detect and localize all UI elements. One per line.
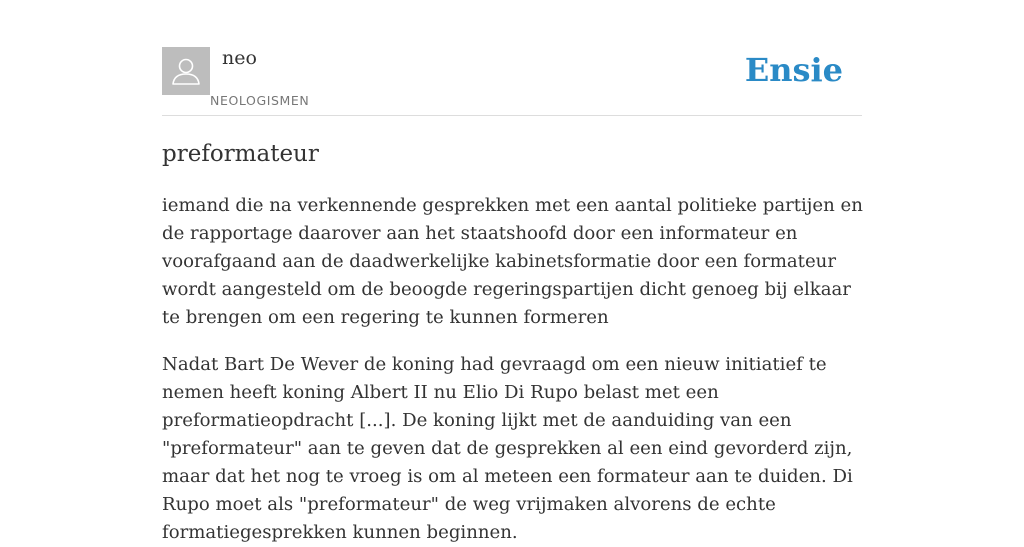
user-icon [162,47,210,95]
page-container [162,0,863,543]
entry-definition: iemand die na verkennende gesprekken met een aantal politieke partijen en de rapportage daarover aan het staatshoofd door een informateur en voorafgaand aan de daadwerkelijke kabinetsformatie door een formateur wordt aangesteld om de beoogde regeringspartijen dicht genoeg bij elkaar te brengen om een regering te kunnen formeren [162,195,863,328]
avatar[interactable] [162,47,210,95]
category-label[interactable]: NEOLOGISMEN [210,93,310,108]
entry-header [162,0,862,116]
brand-logo[interactable]: Ensie [744,51,843,89]
entry-title: preformateur [162,141,319,167]
entry-example: Nadat Bart De Wever de koning had gevraagd om een nieuw initiatief te nemen heeft koning Albert II nu Elio Di Rupo belast met een preformatieopdracht [...]. De koning lijkt met de aanduiding van een "preformateur" aan te geven dat de gesprekken al een eind gevorderd zijn, maar dat het nog te vroeg is om al meteen een formateur aan te duiden. Di Rupo moet als "preformateur" de weg vrijmaken alvorens de echte formatiegesprekken kunnen beginnen. [162,354,853,543]
author-name[interactable]: neo [222,47,257,69]
